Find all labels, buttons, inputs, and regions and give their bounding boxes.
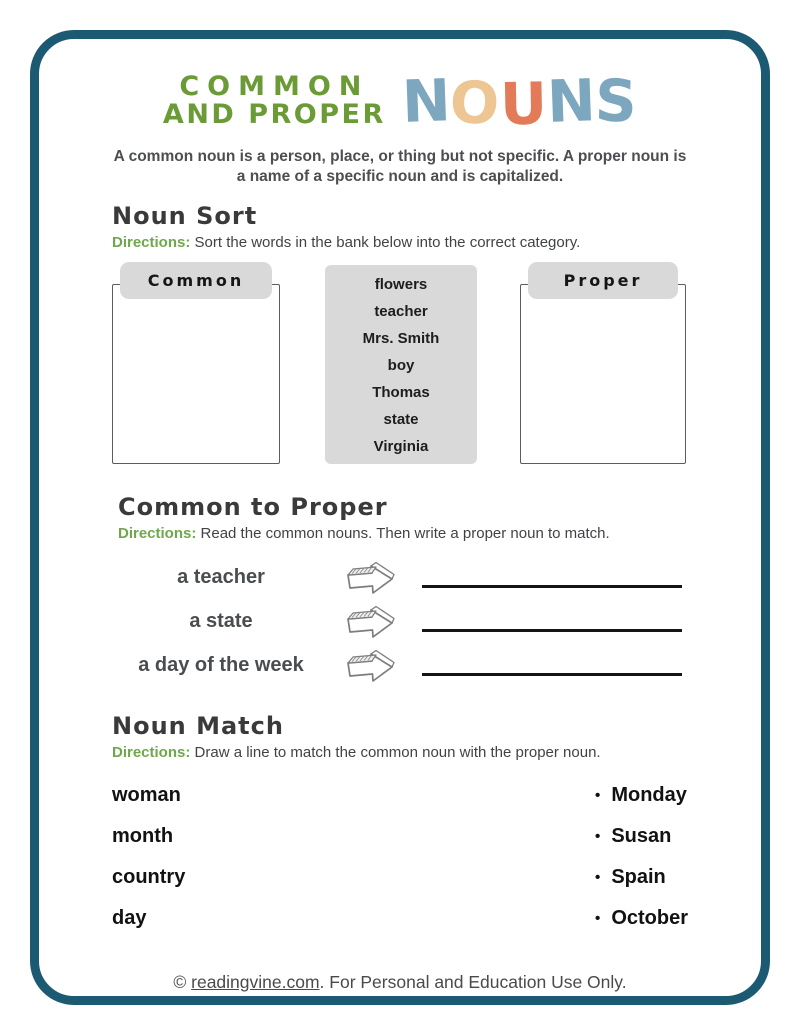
title-letter: O — [448, 67, 502, 139]
common-to-proper-heading: Common to Proper — [118, 493, 388, 522]
readingvine-link[interactable]: readingvine.com — [191, 972, 320, 992]
worksheet-content — [112, 0, 688, 939]
c2p-row — [112, 556, 688, 600]
c2p-row — [112, 644, 688, 688]
proper-column — [520, 262, 688, 467]
answer-line — [422, 673, 682, 676]
word-bank-item: Thomas — [372, 384, 430, 402]
word-bank-item: boy — [387, 357, 415, 375]
title-line-2: AND PROPER — [162, 99, 386, 130]
common-noun-column — [112, 775, 185, 939]
word-bank-item: Mrs. Smith — [362, 330, 440, 348]
common-column — [112, 262, 282, 467]
common-answer-box — [112, 284, 280, 464]
directions-text: Read the common nouns. Then write a proper noun to match. — [200, 525, 610, 543]
directions-label: Directions: — [118, 525, 197, 543]
proper-noun — [595, 898, 688, 939]
common-noun: country — [112, 866, 186, 889]
common-noun: day — [112, 907, 147, 930]
right-arrow-icon — [344, 602, 396, 642]
intro-text: A common noun is a person, place, or thing but not specific. A proper noun is a name of a specific noun and is capitalized. — [113, 148, 687, 186]
proper-noun-label: Spain — [611, 866, 666, 889]
word-bank-item: flowers — [374, 276, 428, 294]
proper-label: Proper — [528, 262, 678, 299]
answer-line — [422, 585, 682, 588]
noun-match-directions — [112, 743, 688, 763]
noun-match-area — [112, 775, 688, 939]
directions-text: Sort the words in the bank below into the correct category. — [194, 233, 581, 251]
worksheet-title — [112, 62, 688, 140]
bullet-icon: • — [595, 828, 601, 846]
copyright-footer — [0, 972, 800, 993]
c2p-row — [112, 600, 688, 644]
c2p-prompt: a day of the week — [138, 654, 304, 677]
c2p-prompt: a state — [189, 610, 253, 633]
word-bank-item: state — [383, 411, 419, 429]
title-nouns-word — [400, 66, 639, 139]
title-line-1: COMMON — [179, 70, 370, 102]
noun-sort-heading: Noun Sort — [112, 201, 258, 230]
common-label: Common — [120, 262, 272, 299]
common-to-proper-rows — [112, 556, 688, 688]
c2p-prompt: a teacher — [177, 566, 265, 589]
title-letter: S — [594, 66, 639, 136]
proper-noun — [595, 816, 688, 857]
proper-noun-label: Susan — [611, 825, 672, 848]
directions-label: Directions: — [112, 743, 191, 761]
title-letter: U — [499, 69, 548, 139]
right-arrow-icon — [344, 558, 396, 598]
bullet-icon: • — [595, 787, 601, 805]
common-to-proper-directions — [118, 524, 688, 544]
answer-line — [422, 629, 682, 632]
proper-noun-label: October — [611, 907, 688, 930]
proper-noun — [595, 775, 688, 816]
common-noun: woman — [112, 784, 181, 807]
title-letter: N — [545, 66, 597, 136]
title-letter: N — [400, 66, 452, 136]
word-bank-item: teacher — [374, 303, 428, 321]
proper-noun-column — [595, 775, 688, 939]
copyright-prefix: © — [173, 972, 192, 992]
word-bank-item: Virginia — [373, 438, 429, 456]
copyright-suffix: . For Personal and Education Use Only. — [319, 972, 627, 992]
noun-sort-directions — [112, 233, 688, 253]
proper-noun-label: Monday — [611, 784, 687, 807]
common-noun: month — [112, 825, 174, 848]
right-arrow-icon — [344, 646, 396, 686]
bullet-icon: • — [595, 869, 601, 887]
title-common-and-proper — [162, 70, 386, 130]
proper-noun — [595, 857, 688, 898]
word-bank — [325, 265, 477, 464]
noun-sort-area — [112, 262, 688, 467]
proper-answer-box — [520, 284, 686, 464]
directions-text: Draw a line to match the common noun with the proper noun. — [194, 743, 601, 761]
bullet-icon: • — [595, 910, 601, 928]
directions-label: Directions: — [112, 233, 191, 251]
noun-match-heading: Noun Match — [112, 711, 284, 740]
